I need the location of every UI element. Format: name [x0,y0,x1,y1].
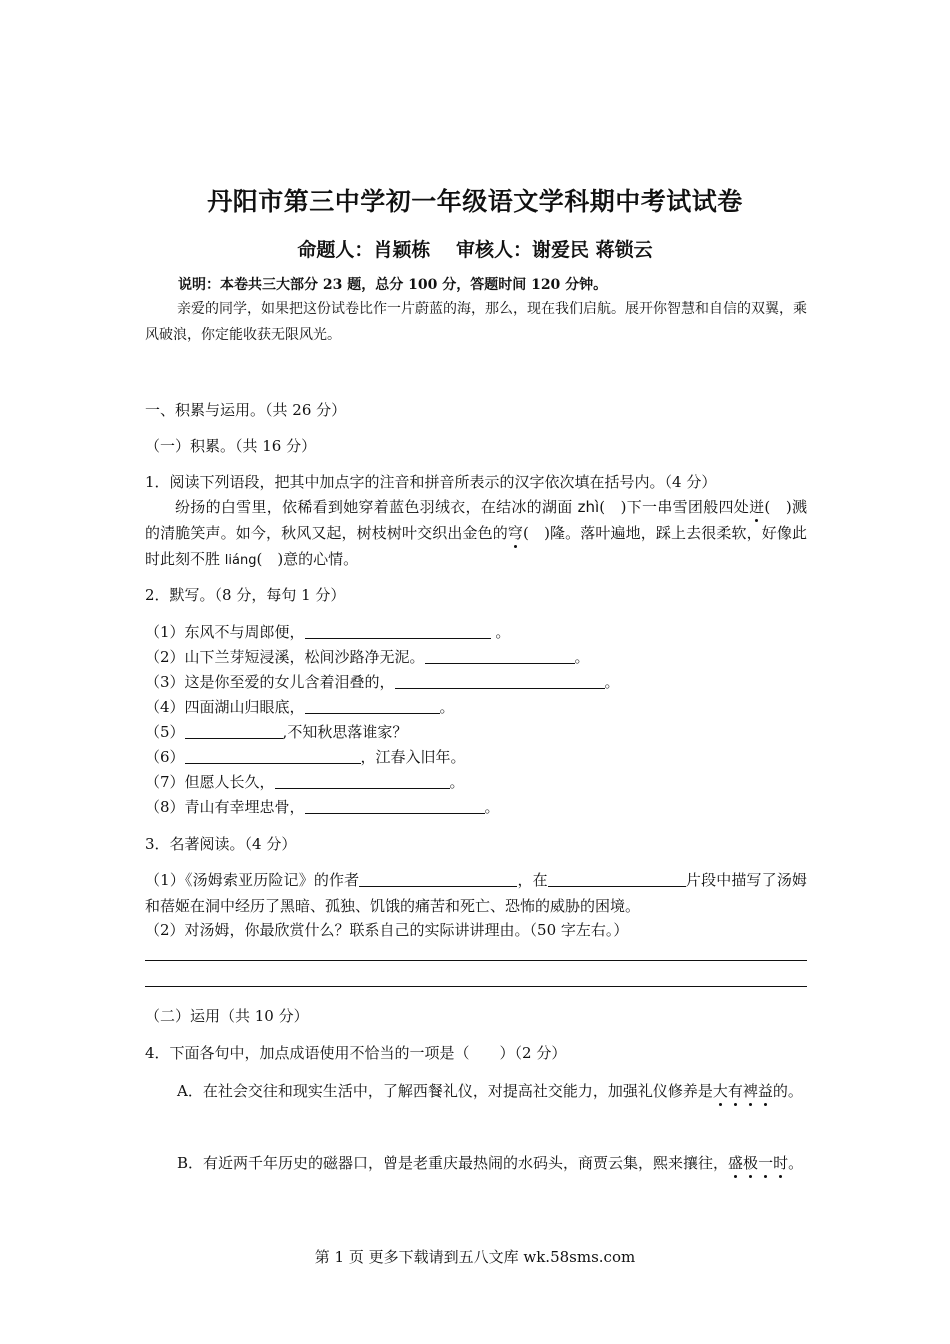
q2-line-2-text: （2）山下兰芽短浸溪，松间沙路净无泥。 [145,648,425,666]
q2-line-1-text: （1）东风不与周郎便， [145,623,305,641]
dotted-char: 盛 [728,1154,744,1172]
q1-dotted-char-2: 穹 [507,524,523,542]
part2-heading: （二）运用（共 10 分） [145,1007,309,1025]
answer-line[interactable] [145,986,807,987]
q2-line-5-end: ,不知秋思落谁家？ [282,723,408,741]
exam-authors: 命题人：肖颖栋 审核人：谢爱民 蒋锁云 [297,239,653,261]
q2-line-6 [145,746,466,767]
q1-pinyin-2: liáng [224,553,257,568]
q2-line-5 [145,721,407,742]
part1-heading: （一）积累。（共 16 分） [145,437,317,455]
q2-line-8-end: 。 [484,798,500,816]
q2-line-8-text: （8）青山有幸埋忠骨， [145,798,305,816]
q2-line-6-end: ，江春入旧年。 [360,748,466,766]
q2-line-6-text: （6） [145,748,185,766]
q2-line-3-text: （3）这是你至爱的女儿含着泪叠的， [145,673,395,691]
exam-instructions: 说明：本卷共三大部分 23 题，总分 100 分，答题时间 120 分钟。 [178,277,608,293]
q1-text-4: ( )隆。落叶遍地，踩上去很柔软，好像此时此刻不胜 [145,524,807,568]
intro-paragraph [145,296,807,348]
q4-option-b-idiom [728,1154,788,1172]
q1-text-1: 纷扬的白雪里，依稀看到她穿着蓝色羽绒衣，在结冰的湖面 [175,498,578,516]
q2-line-7 [145,771,465,792]
q3-sub1-text-3: 片段中描写了汤姆和蓓姬在洞中经历了黑暗、孤独、饥饿的痛苦和死亡、恐怖的威胁的困境。 [145,871,807,915]
q4-option-a-idiom [713,1082,773,1100]
q4-option-b-end: 。 [788,1154,804,1172]
answer-blank[interactable] [185,749,361,764]
answer-blank[interactable] [395,674,605,689]
q4-option-b [145,1145,807,1181]
answer-blank[interactable] [305,799,485,814]
answer-blank[interactable] [425,649,575,664]
answer-blank[interactable] [185,724,283,739]
q1-pinyin-1: zhì [577,498,600,516]
q2-line-4-text: （4）四面湖山归眼底， [145,698,305,716]
q1-passage [145,494,807,574]
q2-line-5-text: （5） [145,723,185,741]
q2-line-3-end: 。 [604,673,620,691]
answer-line[interactable] [145,960,807,961]
q2-line-1-end: 。 [490,623,511,641]
q3-sub1-text-1: （1）《汤姆索亚历险记》的作者 [145,871,360,889]
dotted-char: 大 [712,1082,728,1100]
q4-option-a-text: A．在社会交往和现实生活中，了解西餐礼仪，对提高社交能力，加强礼仪修养是 [177,1082,713,1100]
dotted-char: 裨 [742,1082,758,1100]
q2-line-4 [145,696,455,717]
answer-blank[interactable] [359,872,517,887]
dotted-char: 一 [758,1154,774,1172]
q1-stem: 1．阅读下列语段，把其中加点字的注音和拼音所表示的汉字依次填在括号内。（4 分） [145,473,717,491]
q1-text-3: ( )溅的清脆笑声。如今，秋风又起，树枝树叶交织出金色的 [145,498,807,542]
q2-line-8 [145,796,500,817]
q2-line-2-end: 。 [574,648,590,666]
q2-line-4-end: 。 [439,698,455,716]
answer-blank[interactable] [305,624,491,639]
section1-heading: 一、积累与运用。（共 26 分） [145,401,347,419]
q4-option-a-end: 的。 [772,1082,803,1100]
answer-blank[interactable] [275,774,450,789]
q4-option-a [145,1073,807,1109]
intro-text: 亲爱的同学，如果把这份试卷比作一片蔚蓝的海，那么，现在我们启航。展开你智慧和自信的双翼，乘风破浪，你定能收获无限风光。 [145,301,807,343]
answer-blank[interactable] [305,699,440,714]
dotted-char: 益 [757,1082,773,1100]
page-footer: 第 1 页 更多下载请到五八文库 wk.58sms.com [314,1248,636,1266]
q2-line-3 [145,671,620,692]
dotted-char: 有 [727,1082,743,1100]
q1-text-5: ( )意的心情。 [256,550,359,568]
q3-sub1 [145,867,807,919]
dotted-char: 时 [773,1154,789,1172]
q2-line-7-end: 。 [449,773,465,791]
q2-stem: 2．默写。（8 分，每句 1 分） [145,586,346,604]
answer-blank[interactable] [548,872,686,887]
q2-line-7-text: （7）但愿人长久， [145,773,275,791]
q2-line-2 [145,646,590,667]
q4-stem: 4．下面各句中，加点成语使用不恰当的一项是（ ）（2 分） [145,1044,567,1062]
q4-option-b-text: B．有近两千年历史的磁器口，曾是老重庆最热闹的水码头，商贾云集，熙来攘往， [177,1154,729,1172]
q1-text-2: ( )下一串雪团般四处 [599,498,750,516]
q3-sub1-text-2: ，在 [517,871,548,889]
q3-stem: 3．名著阅读。（4 分） [145,835,297,853]
dotted-char: 极 [743,1154,759,1172]
exam-title: 丹阳市第三中学初一年级语文学科期中考试试卷 [207,187,743,216]
q3-sub2: （2）对汤姆，你最欣赏什么？联系自己的实际讲讲理由。（50 字左右。） [145,921,629,939]
q1-dotted-char-1: 迸 [749,498,765,516]
q2-line-1 [145,621,510,642]
